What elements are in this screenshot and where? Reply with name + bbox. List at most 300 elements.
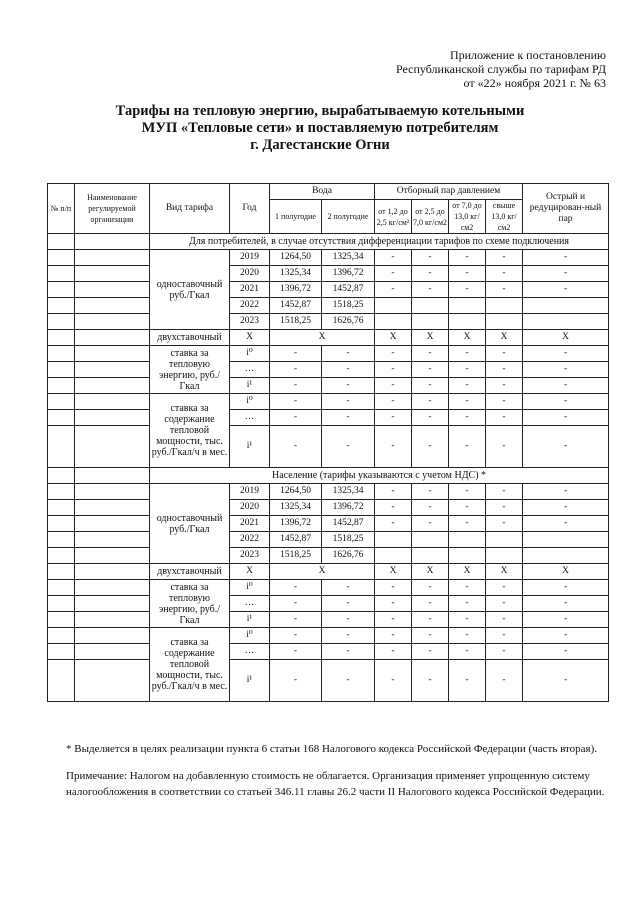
steam-value: -: [523, 484, 609, 500]
value-cell: -: [322, 660, 375, 702]
steam-value: [449, 548, 486, 564]
empty-cell: [48, 596, 75, 612]
x-cell: Х: [523, 564, 609, 580]
empty-cell: [75, 394, 150, 410]
section-row: [48, 234, 609, 250]
steam-value: -: [523, 500, 609, 516]
empty-cell: [75, 346, 150, 362]
section-row: [48, 468, 609, 484]
empty-cell: [48, 426, 75, 468]
water-half2-value: 1518,25: [322, 532, 375, 548]
empty-cell: [48, 660, 75, 702]
energy-rate-label: ставка за тепловую энергию, руб./Гкал: [150, 580, 230, 628]
steam-value: [375, 548, 412, 564]
value-cell: -: [270, 378, 322, 394]
x-cell: Х: [270, 330, 375, 346]
steam-value: -: [412, 516, 449, 532]
empty-cell: [48, 298, 75, 314]
water-half1-value: 1518,25: [270, 548, 322, 564]
steam-value: -: [375, 282, 412, 298]
value-cell: -: [523, 660, 609, 702]
water-half1-value: 1396,72: [270, 516, 322, 532]
value-cell: -: [523, 596, 609, 612]
index-cell: …: [230, 362, 270, 378]
empty-cell: [75, 660, 150, 702]
water-half2-value: 1518,25: [322, 298, 375, 314]
x-cell: Х: [412, 330, 449, 346]
year-row: [48, 500, 609, 516]
value-cell: -: [375, 612, 412, 628]
value-cell: -: [449, 628, 486, 644]
value-cell: -: [270, 612, 322, 628]
empty-cell: [48, 346, 75, 362]
energy-rate-row: [48, 378, 609, 394]
value-cell: -: [523, 612, 609, 628]
appendix-header: [346, 48, 606, 90]
value-cell: -: [375, 362, 412, 378]
empty-cell: [48, 362, 75, 378]
value-cell: -: [449, 644, 486, 660]
value-cell: -: [322, 612, 375, 628]
year-row: [48, 548, 609, 564]
steam-value: -: [412, 500, 449, 516]
empty-cell: [48, 548, 75, 564]
index-cell: i⁰: [230, 346, 270, 362]
value-cell: -: [375, 426, 412, 468]
header-tariff-type: Вид тарифа: [150, 184, 230, 234]
value-cell: -: [523, 346, 609, 362]
empty-cell: [48, 234, 75, 250]
value-cell: -: [322, 596, 375, 612]
value-cell: -: [375, 394, 412, 410]
header-pressure-2: от 2,5 до 7,0 кг/см2: [412, 200, 449, 234]
value-cell: -: [270, 628, 322, 644]
value-cell: -: [270, 362, 322, 378]
empty-cell: [75, 362, 150, 378]
value-cell: -: [523, 378, 609, 394]
steam-value: -: [449, 516, 486, 532]
steam-value: -: [486, 516, 523, 532]
empty-cell: [48, 266, 75, 282]
value-cell: -: [486, 426, 523, 468]
value-cell: -: [486, 580, 523, 596]
x-cell: Х: [230, 564, 270, 580]
year-row: [48, 484, 609, 500]
empty-cell: [75, 580, 150, 596]
water-half1-value: 1325,34: [270, 266, 322, 282]
document-title: [40, 103, 600, 154]
year-cell: 2022: [230, 532, 270, 548]
year-cell: 2020: [230, 500, 270, 516]
steam-value: -: [523, 266, 609, 282]
steam-value: [375, 532, 412, 548]
capacity-rate-row: [48, 394, 609, 410]
steam-value: -: [486, 484, 523, 500]
empty-cell: [48, 394, 75, 410]
value-cell: -: [449, 580, 486, 596]
value-cell: -: [270, 596, 322, 612]
value-cell: -: [412, 394, 449, 410]
empty-cell: [75, 410, 150, 426]
value-cell: -: [270, 410, 322, 426]
value-cell: -: [449, 346, 486, 362]
energy-rate-row: [48, 580, 609, 596]
capacity-rate-row: [48, 628, 609, 644]
steam-value: [412, 548, 449, 564]
value-cell: -: [270, 346, 322, 362]
value-cell: -: [270, 644, 322, 660]
value-cell: -: [322, 426, 375, 468]
empty-cell: [75, 484, 150, 500]
steam-value: -: [449, 266, 486, 282]
steam-value: -: [523, 250, 609, 266]
capacity-rate-label: ставка за содержание тепловой мощности, тыс. руб./Гкал/ч в мес.: [150, 394, 230, 468]
year-row: [48, 532, 609, 548]
empty-cell: [75, 500, 150, 516]
year-row: [48, 282, 609, 298]
value-cell: -: [375, 644, 412, 660]
x-cell: Х: [412, 564, 449, 580]
empty-cell: [75, 564, 150, 580]
water-half2-value: 1325,34: [322, 484, 375, 500]
value-cell: -: [322, 410, 375, 426]
steam-value: [486, 298, 523, 314]
value-cell: -: [322, 628, 375, 644]
steam-value: [412, 314, 449, 330]
index-cell: i¹: [230, 378, 270, 394]
value-cell: -: [449, 410, 486, 426]
value-cell: -: [412, 580, 449, 596]
x-cell: Х: [449, 564, 486, 580]
steam-value: [375, 314, 412, 330]
value-cell: -: [486, 362, 523, 378]
empty-cell: [48, 314, 75, 330]
year-cell: 2021: [230, 516, 270, 532]
index-cell: i¹: [230, 660, 270, 702]
steam-value: -: [375, 266, 412, 282]
value-cell: -: [449, 612, 486, 628]
water-half1-value: 1518,25: [270, 314, 322, 330]
x-cell: Х: [375, 330, 412, 346]
empty-cell: [75, 314, 150, 330]
appendix-line: Приложение к постановлению: [449, 48, 606, 62]
energy-rate-row: [48, 596, 609, 612]
year-row: [48, 250, 609, 266]
steam-value: -: [523, 516, 609, 532]
capacity-rate-row: [48, 644, 609, 660]
empty-cell: [48, 516, 75, 532]
steam-value: -: [412, 282, 449, 298]
value-cell: -: [412, 426, 449, 468]
index-cell: …: [230, 410, 270, 426]
year-cell: 2021: [230, 282, 270, 298]
water-half1-value: 1264,50: [270, 484, 322, 500]
steam-value: [486, 314, 523, 330]
empty-cell: [75, 468, 150, 484]
value-cell: -: [322, 580, 375, 596]
steam-value: -: [412, 484, 449, 500]
empty-cell: [48, 628, 75, 644]
value-cell: -: [412, 410, 449, 426]
empty-cell: [75, 234, 150, 250]
steam-value: [486, 532, 523, 548]
empty-cell: [48, 532, 75, 548]
value-cell: -: [449, 426, 486, 468]
year-row: [48, 266, 609, 282]
x-cell: Х: [523, 330, 609, 346]
note-line: Примечание: Налогом на добавленную стоимость не облагается. Организация применяет упрощенную систему: [66, 770, 590, 782]
steam-value: -: [486, 266, 523, 282]
value-cell: -: [486, 596, 523, 612]
value-cell: -: [523, 410, 609, 426]
water-half2-value: 1452,87: [322, 282, 375, 298]
value-cell: -: [449, 362, 486, 378]
energy-rate-row: [48, 612, 609, 628]
empty-cell: [75, 250, 150, 266]
header-sharp-steam: Острый и редуцирован-ный пар: [523, 184, 609, 234]
value-cell: -: [322, 378, 375, 394]
energy-rate-row: [48, 362, 609, 378]
section-label: Для потребителей, в случае отсутствия дифференциации тарифов по схеме подключения: [150, 234, 609, 250]
x-cell: Х: [449, 330, 486, 346]
value-cell: -: [523, 644, 609, 660]
empty-cell: [48, 580, 75, 596]
steam-value: [449, 298, 486, 314]
two-rate-row: [48, 330, 609, 346]
value-cell: -: [322, 644, 375, 660]
value-cell: -: [412, 378, 449, 394]
note: [66, 768, 606, 800]
steam-value: [375, 298, 412, 314]
steam-value: [449, 314, 486, 330]
index-cell: …: [230, 596, 270, 612]
steam-value: [449, 532, 486, 548]
steam-value: -: [449, 282, 486, 298]
steam-value: -: [449, 484, 486, 500]
title-line: г. Дагестанские Огни: [250, 137, 390, 153]
value-cell: -: [375, 378, 412, 394]
one-rate-label: одноставочный руб./Гкал: [150, 484, 230, 564]
header-pressure-4: свыше 13,0 кг/см2: [486, 200, 523, 234]
year-cell: 2019: [230, 250, 270, 266]
note-line: налогообложения в соответствии со статьей 346.11 главы 26.2 части II Налогового кодекса Российской Федерации.: [66, 786, 605, 798]
header-water: Вода: [270, 184, 375, 200]
empty-cell: [75, 596, 150, 612]
one-rate-label: одноставочный руб./Гкал: [150, 250, 230, 330]
value-cell: -: [322, 362, 375, 378]
value-cell: -: [270, 426, 322, 468]
header-org: Наименование регулируемой организации: [75, 184, 150, 234]
title-line: Тарифы на тепловую энергию, вырабатываемую котельными: [115, 103, 525, 119]
index-cell: i⁰: [230, 394, 270, 410]
header-steam: Отборный пар давлением: [375, 184, 523, 200]
year-row: [48, 314, 609, 330]
value-cell: -: [375, 410, 412, 426]
value-cell: -: [486, 410, 523, 426]
empty-cell: [48, 330, 75, 346]
x-cell: Х: [230, 330, 270, 346]
value-cell: -: [375, 346, 412, 362]
steam-value: -: [486, 250, 523, 266]
tariff-table: [47, 183, 609, 702]
year-cell: 2022: [230, 298, 270, 314]
steam-value: -: [412, 250, 449, 266]
energy-rate-label: ставка за тепловую энергию, руб./Гкал: [150, 346, 230, 394]
steam-value: [412, 532, 449, 548]
header-row: [48, 184, 609, 200]
value-cell: -: [523, 394, 609, 410]
year-cell: 2019: [230, 484, 270, 500]
empty-cell: [48, 250, 75, 266]
steam-value: -: [375, 500, 412, 516]
index-cell: i¹: [230, 426, 270, 468]
year-cell: 2020: [230, 266, 270, 282]
header-pressure-1: от 1,2 до 2,5 кг/см²: [375, 200, 412, 234]
x-cell: Х: [486, 330, 523, 346]
empty-cell: [75, 628, 150, 644]
value-cell: -: [412, 628, 449, 644]
value-cell: -: [449, 378, 486, 394]
empty-cell: [48, 644, 75, 660]
capacity-rate-label: ставка за содержание тепловой мощности, тыс. руб./Гкал/ч в мес.: [150, 628, 230, 702]
header-num: № п/п: [48, 184, 75, 234]
empty-cell: [75, 330, 150, 346]
empty-cell: [48, 468, 75, 484]
header-pressure-3: от 7,0 до 13,0 кг/см2: [449, 200, 486, 234]
steam-value: -: [523, 282, 609, 298]
value-cell: -: [486, 394, 523, 410]
value-cell: -: [375, 580, 412, 596]
empty-cell: [75, 516, 150, 532]
value-cell: -: [523, 362, 609, 378]
appendix-line: Республиканской службы по тарифам РД: [396, 62, 606, 76]
two-rate-label: двухставочный: [150, 564, 230, 580]
title-line: МУП «Тепловые сети» и поставляемую потребителям: [141, 120, 499, 136]
value-cell: -: [375, 596, 412, 612]
footnote: * Выделяется в целях реализации пункта 6 статьи 168 Налогового кодекса Российской Федерации (часть вторая).: [66, 743, 598, 755]
value-cell: -: [412, 346, 449, 362]
header-half2: 2 полугодие: [322, 200, 375, 234]
value-cell: -: [375, 660, 412, 702]
steam-value: -: [449, 500, 486, 516]
empty-cell: [75, 532, 150, 548]
value-cell: -: [412, 612, 449, 628]
index-cell: …: [230, 644, 270, 660]
empty-cell: [75, 548, 150, 564]
empty-cell: [75, 298, 150, 314]
value-cell: -: [412, 644, 449, 660]
year-row: [48, 516, 609, 532]
header-year: Год: [230, 184, 270, 234]
empty-cell: [75, 644, 150, 660]
value-cell: -: [449, 596, 486, 612]
steam-value: [412, 298, 449, 314]
capacity-rate-row: [48, 660, 609, 702]
value-cell: -: [270, 394, 322, 410]
water-half2-value: 1396,72: [322, 266, 375, 282]
two-rate-row: [48, 564, 609, 580]
value-cell: -: [486, 660, 523, 702]
value-cell: -: [523, 426, 609, 468]
value-cell: -: [322, 346, 375, 362]
value-cell: -: [270, 580, 322, 596]
value-cell: -: [523, 628, 609, 644]
water-half2-value: 1325,34: [322, 250, 375, 266]
water-half2-value: 1452,87: [322, 516, 375, 532]
header-half1: 1 полугодие: [270, 200, 322, 234]
value-cell: -: [523, 580, 609, 596]
steam-value: -: [486, 500, 523, 516]
water-half2-value: 1626,76: [322, 314, 375, 330]
steam-value: [523, 532, 609, 548]
water-half1-value: 1264,50: [270, 250, 322, 266]
steam-value: -: [375, 516, 412, 532]
index-cell: i¹: [230, 612, 270, 628]
value-cell: -: [412, 362, 449, 378]
water-half1-value: 1452,87: [270, 532, 322, 548]
value-cell: -: [486, 628, 523, 644]
water-half2-value: 1396,72: [322, 500, 375, 516]
value-cell: -: [449, 660, 486, 702]
steam-value: [486, 548, 523, 564]
empty-cell: [75, 426, 150, 468]
water-half2-value: 1626,76: [322, 548, 375, 564]
two-rate-label: двухставочный: [150, 330, 230, 346]
water-half1-value: 1396,72: [270, 282, 322, 298]
empty-cell: [48, 410, 75, 426]
energy-rate-row: [48, 346, 609, 362]
value-cell: -: [375, 628, 412, 644]
year-cell: 2023: [230, 548, 270, 564]
year-row: [48, 298, 609, 314]
value-cell: -: [322, 394, 375, 410]
empty-cell: [48, 612, 75, 628]
value-cell: -: [270, 660, 322, 702]
section-label: Население (тарифы указываются с учетом НДС) *: [150, 468, 609, 484]
x-cell: Х: [270, 564, 375, 580]
value-cell: -: [449, 394, 486, 410]
value-cell: -: [486, 644, 523, 660]
capacity-rate-row: [48, 426, 609, 468]
steam-value: [523, 298, 609, 314]
appendix-line: от «22» ноября 2021 г. № 63: [463, 76, 606, 90]
empty-cell: [75, 266, 150, 282]
value-cell: -: [486, 612, 523, 628]
capacity-rate-row: [48, 410, 609, 426]
value-cell: -: [486, 346, 523, 362]
steam-value: -: [375, 484, 412, 500]
steam-value: -: [375, 250, 412, 266]
empty-cell: [48, 500, 75, 516]
empty-cell: [48, 484, 75, 500]
empty-cell: [48, 564, 75, 580]
value-cell: -: [412, 660, 449, 702]
empty-cell: [75, 378, 150, 394]
empty-cell: [75, 612, 150, 628]
index-cell: i⁰: [230, 628, 270, 644]
steam-value: -: [412, 266, 449, 282]
value-cell: -: [412, 596, 449, 612]
x-cell: Х: [486, 564, 523, 580]
empty-cell: [48, 282, 75, 298]
index-cell: i⁰: [230, 580, 270, 596]
steam-value: -: [486, 282, 523, 298]
x-cell: Х: [375, 564, 412, 580]
steam-value: [523, 314, 609, 330]
water-half1-value: 1325,34: [270, 500, 322, 516]
steam-value: -: [449, 250, 486, 266]
year-cell: 2023: [230, 314, 270, 330]
